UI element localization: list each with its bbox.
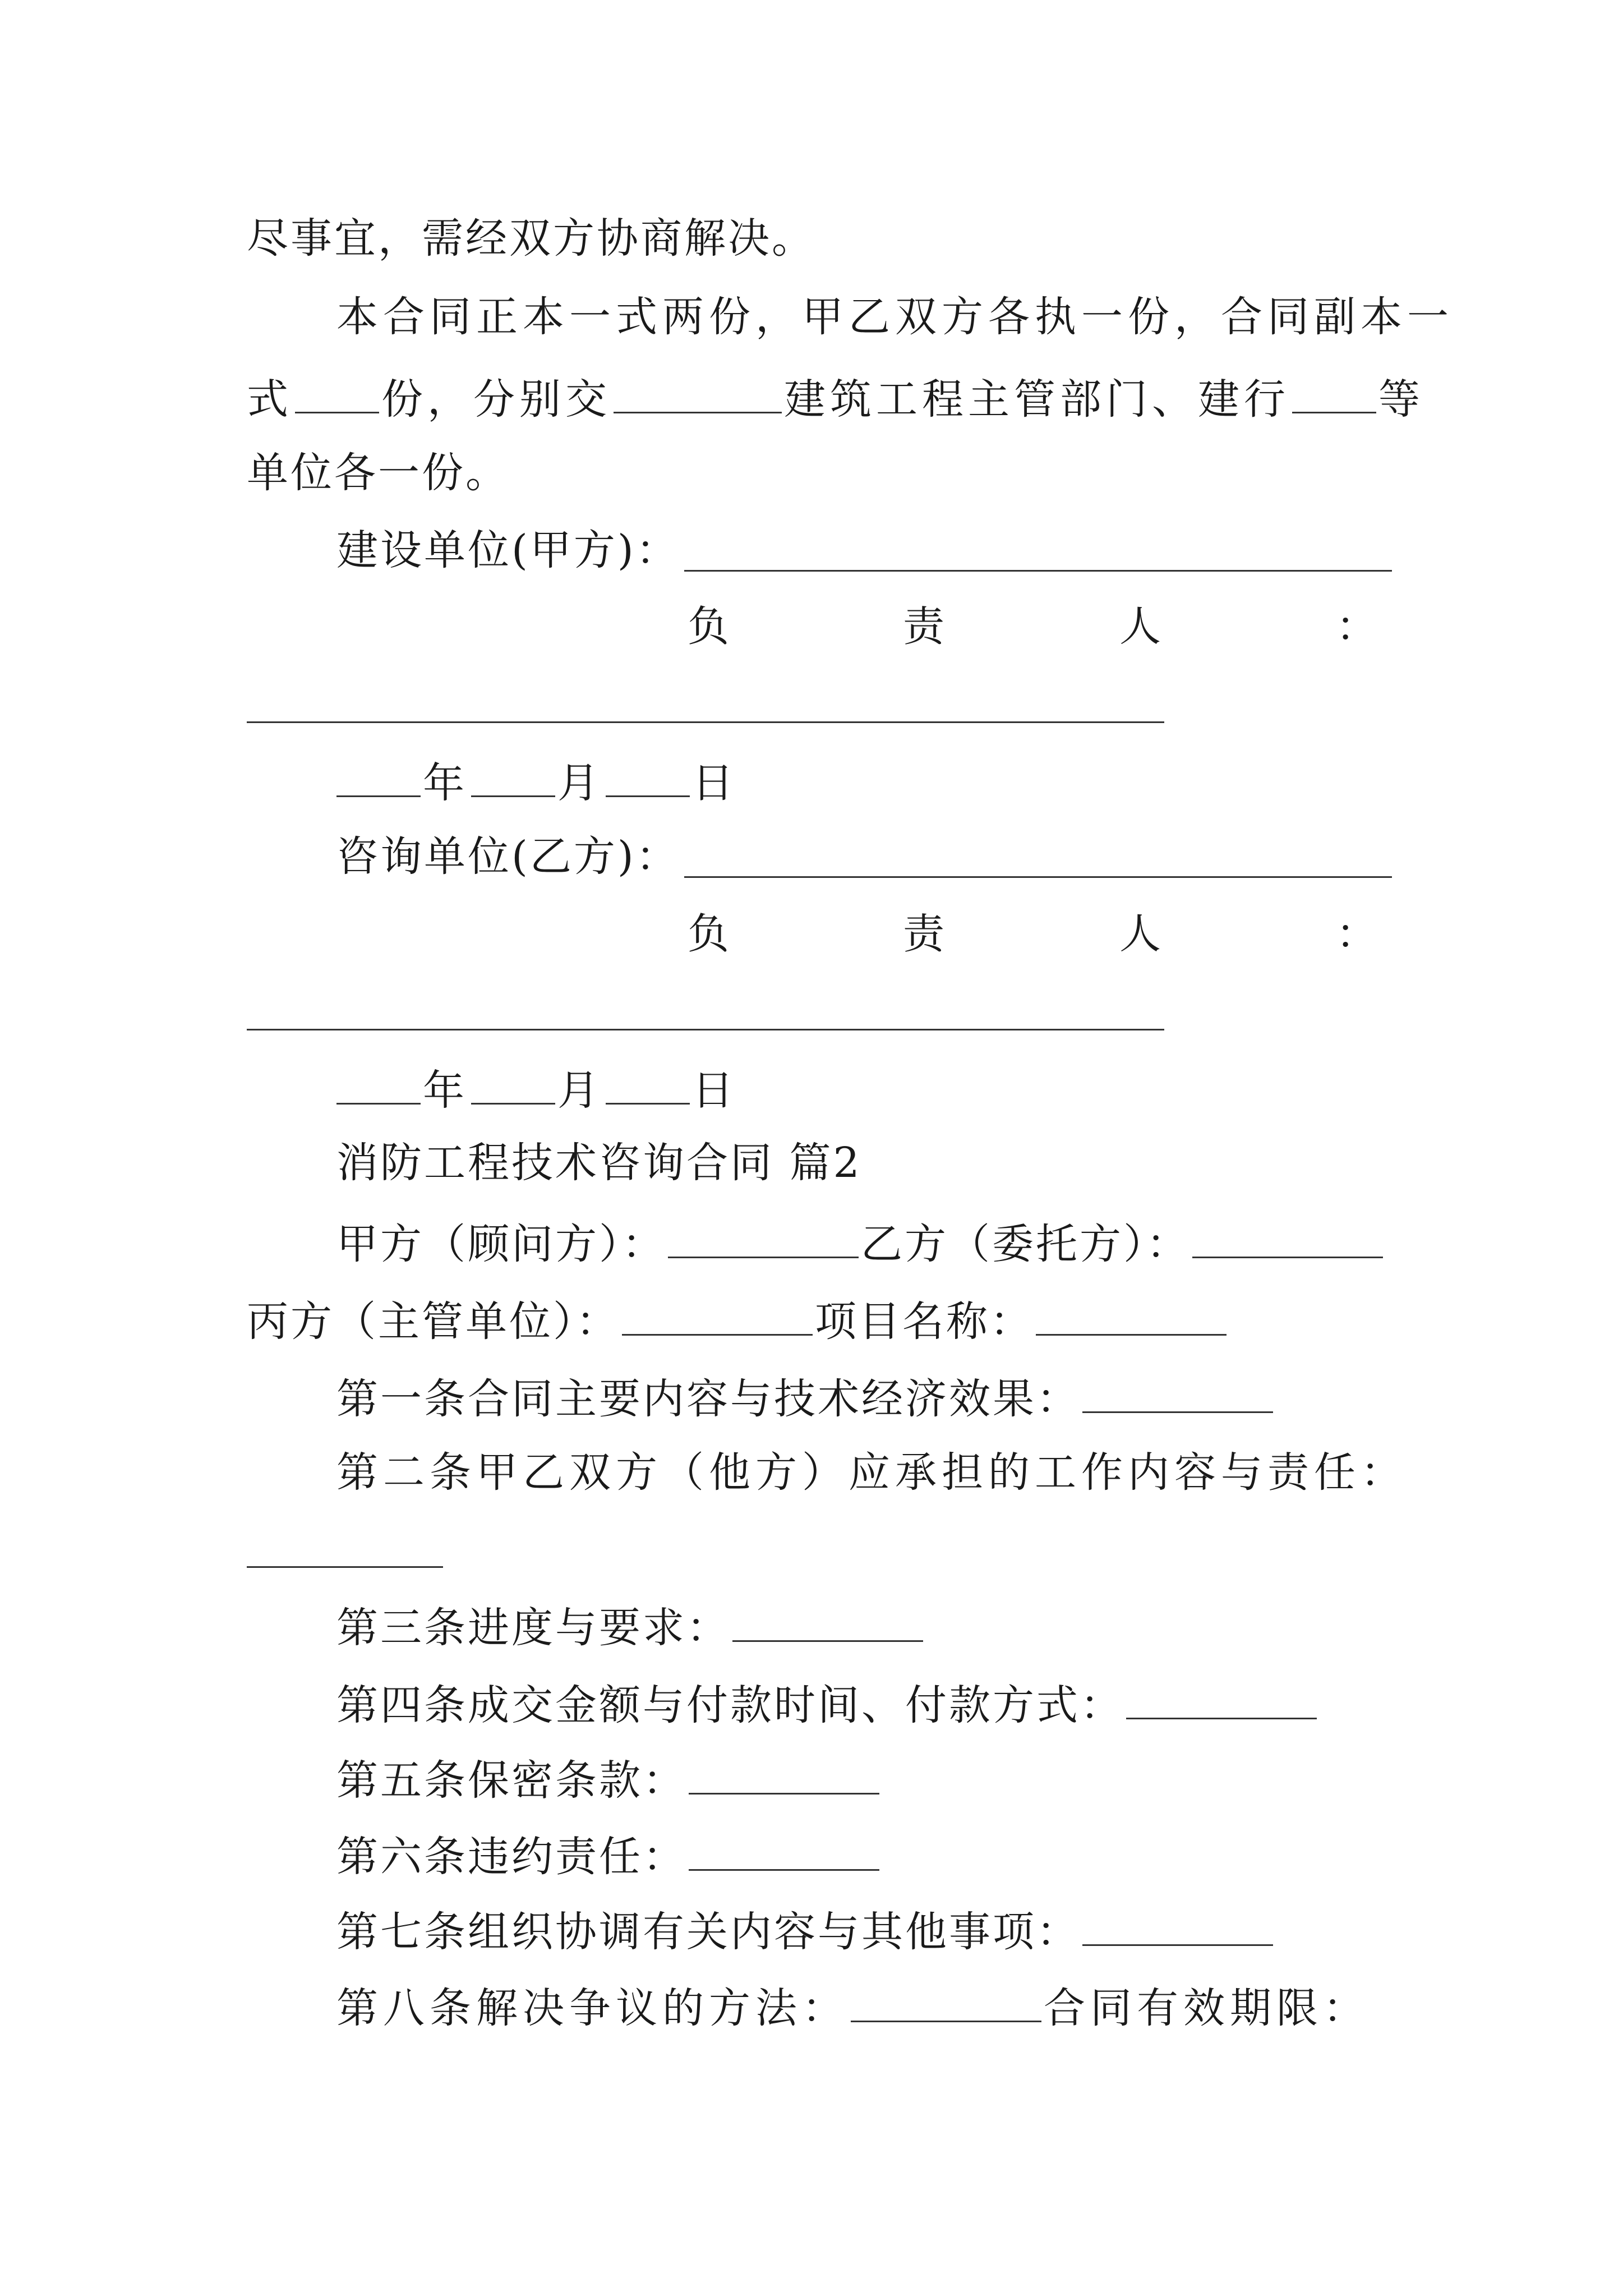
blank-jia[interactable] <box>668 1220 859 1258</box>
blank-b-year[interactable] <box>336 1066 421 1105</box>
party-b-date-line <box>336 1066 738 1115</box>
paragraph-end-line <box>247 214 815 263</box>
blank-art8[interactable] <box>851 1984 1041 2022</box>
article-6 <box>336 1832 882 1881</box>
jia-yi-line <box>336 1220 1385 1268</box>
label-validity: 合同有效期限： <box>1044 1984 1370 2032</box>
blank-b-month[interactable] <box>471 1066 555 1105</box>
label-yi: 乙方（委托方）： <box>861 1220 1190 1268</box>
text-fen-distribute: 份，分别交 <box>381 375 611 424</box>
article-4 <box>336 1681 1319 1729</box>
party-b-resp-colon: ： <box>1336 910 1377 958</box>
label-bing: 丙方（主管单位）： <box>247 1297 620 1346</box>
label-jia: 甲方（顾问方）： <box>336 1220 666 1268</box>
blank-art7[interactable] <box>1082 1907 1273 1946</box>
text-month: 月 <box>557 759 603 807</box>
party-b-signature-line[interactable] <box>684 876 1392 878</box>
blank-a-month[interactable] <box>471 758 555 797</box>
blank-art2[interactable] <box>247 1566 443 1568</box>
article-6-text: 第六条违约责任： <box>336 1833 686 1881</box>
section-title-text: 消防工程技术咨询合同 篇2 <box>336 1139 862 1187</box>
blank-project[interactable] <box>1036 1297 1227 1336</box>
blank-a-day[interactable] <box>606 758 690 797</box>
party-a-resp-char3: 人 <box>1119 602 1161 651</box>
article-3 <box>336 1603 925 1652</box>
article-2 <box>336 1448 1407 1497</box>
blank-b-day[interactable] <box>606 1066 690 1105</box>
party-a-resp-char1: 负 <box>688 602 729 651</box>
blank-yi[interactable] <box>1192 1220 1383 1258</box>
article-7 <box>336 1907 1275 1956</box>
article-7-text: 第七条组织协调有关内容与其他事项： <box>336 1908 1080 1956</box>
article-8 <box>336 1984 1370 2032</box>
article-8-text: 第八条解决争议的方法： <box>336 1984 849 2032</box>
party-b-label-line <box>336 832 680 881</box>
party-b-label: 咨询单位(乙方)： <box>336 832 680 881</box>
text-deng: 等 <box>1378 375 1424 424</box>
article-3-text: 第三条进度与要求： <box>336 1604 730 1652</box>
blank-art5[interactable] <box>689 1756 879 1795</box>
text-p2-line3: 单位各一份。 <box>247 449 509 497</box>
text-p2-line1: 本合同正本一式两份，甲乙双方各执一份，合同副本一 <box>336 293 1454 341</box>
text-authority: 建筑工程主管部门、建行 <box>784 375 1290 424</box>
article-5 <box>336 1756 882 1805</box>
text-month: 月 <box>557 1066 603 1115</box>
text-shi: 式 <box>247 375 293 424</box>
copies-paragraph-line3 <box>247 449 509 497</box>
blank-copies-count[interactable] <box>295 375 379 413</box>
text-day: 日 <box>692 1066 738 1115</box>
party-a-resp-char2: 责 <box>903 602 944 651</box>
blank-bank[interactable] <box>1292 375 1376 413</box>
article-5-text: 第五条保密条款： <box>336 1756 686 1805</box>
text-day: 日 <box>692 759 738 807</box>
party-a-signature-line[interactable] <box>684 570 1392 572</box>
party-b-resp-char1: 负 <box>688 910 729 958</box>
copies-paragraph-line1 <box>336 293 1454 341</box>
party-a-label-line <box>336 526 680 574</box>
blank-art4[interactable] <box>1126 1681 1317 1719</box>
blank-art3[interactable] <box>732 1603 923 1642</box>
text-year: 年 <box>423 759 469 807</box>
party-b-resp-char2: 责 <box>903 910 944 958</box>
party-a-date-line <box>336 758 738 807</box>
blank-a-year[interactable] <box>336 758 421 797</box>
text-year: 年 <box>423 1066 469 1115</box>
blank-art1[interactable] <box>1082 1374 1273 1413</box>
blank-recipient[interactable] <box>614 375 782 413</box>
article-1-text: 第一条合同主要内容与技术经济效果： <box>336 1375 1080 1423</box>
party-b-responsible-line[interactable] <box>247 1029 1164 1030</box>
blank-art6[interactable] <box>689 1832 879 1871</box>
party-a-label: 建设单位(甲方)： <box>336 526 680 574</box>
party-b-resp-char3: 人 <box>1119 910 1161 958</box>
article-4-text: 第四条成交金额与付款时间、付款方式： <box>336 1681 1124 1729</box>
blank-bing[interactable] <box>622 1297 813 1336</box>
party-a-responsible-line[interactable] <box>247 721 1164 723</box>
article-1 <box>336 1374 1275 1423</box>
section-title <box>336 1139 862 1187</box>
copies-paragraph-line2 <box>247 375 1424 424</box>
party-a-resp-colon: ： <box>1336 602 1377 651</box>
label-project: 项目名称： <box>815 1297 1034 1346</box>
text-p1: 尽事宜，需经双方协商解决。 <box>247 214 815 263</box>
bing-project-line <box>247 1297 1229 1346</box>
article-2-text: 第二条甲乙双方（他方）应承担的工作内容与责任： <box>336 1448 1407 1497</box>
